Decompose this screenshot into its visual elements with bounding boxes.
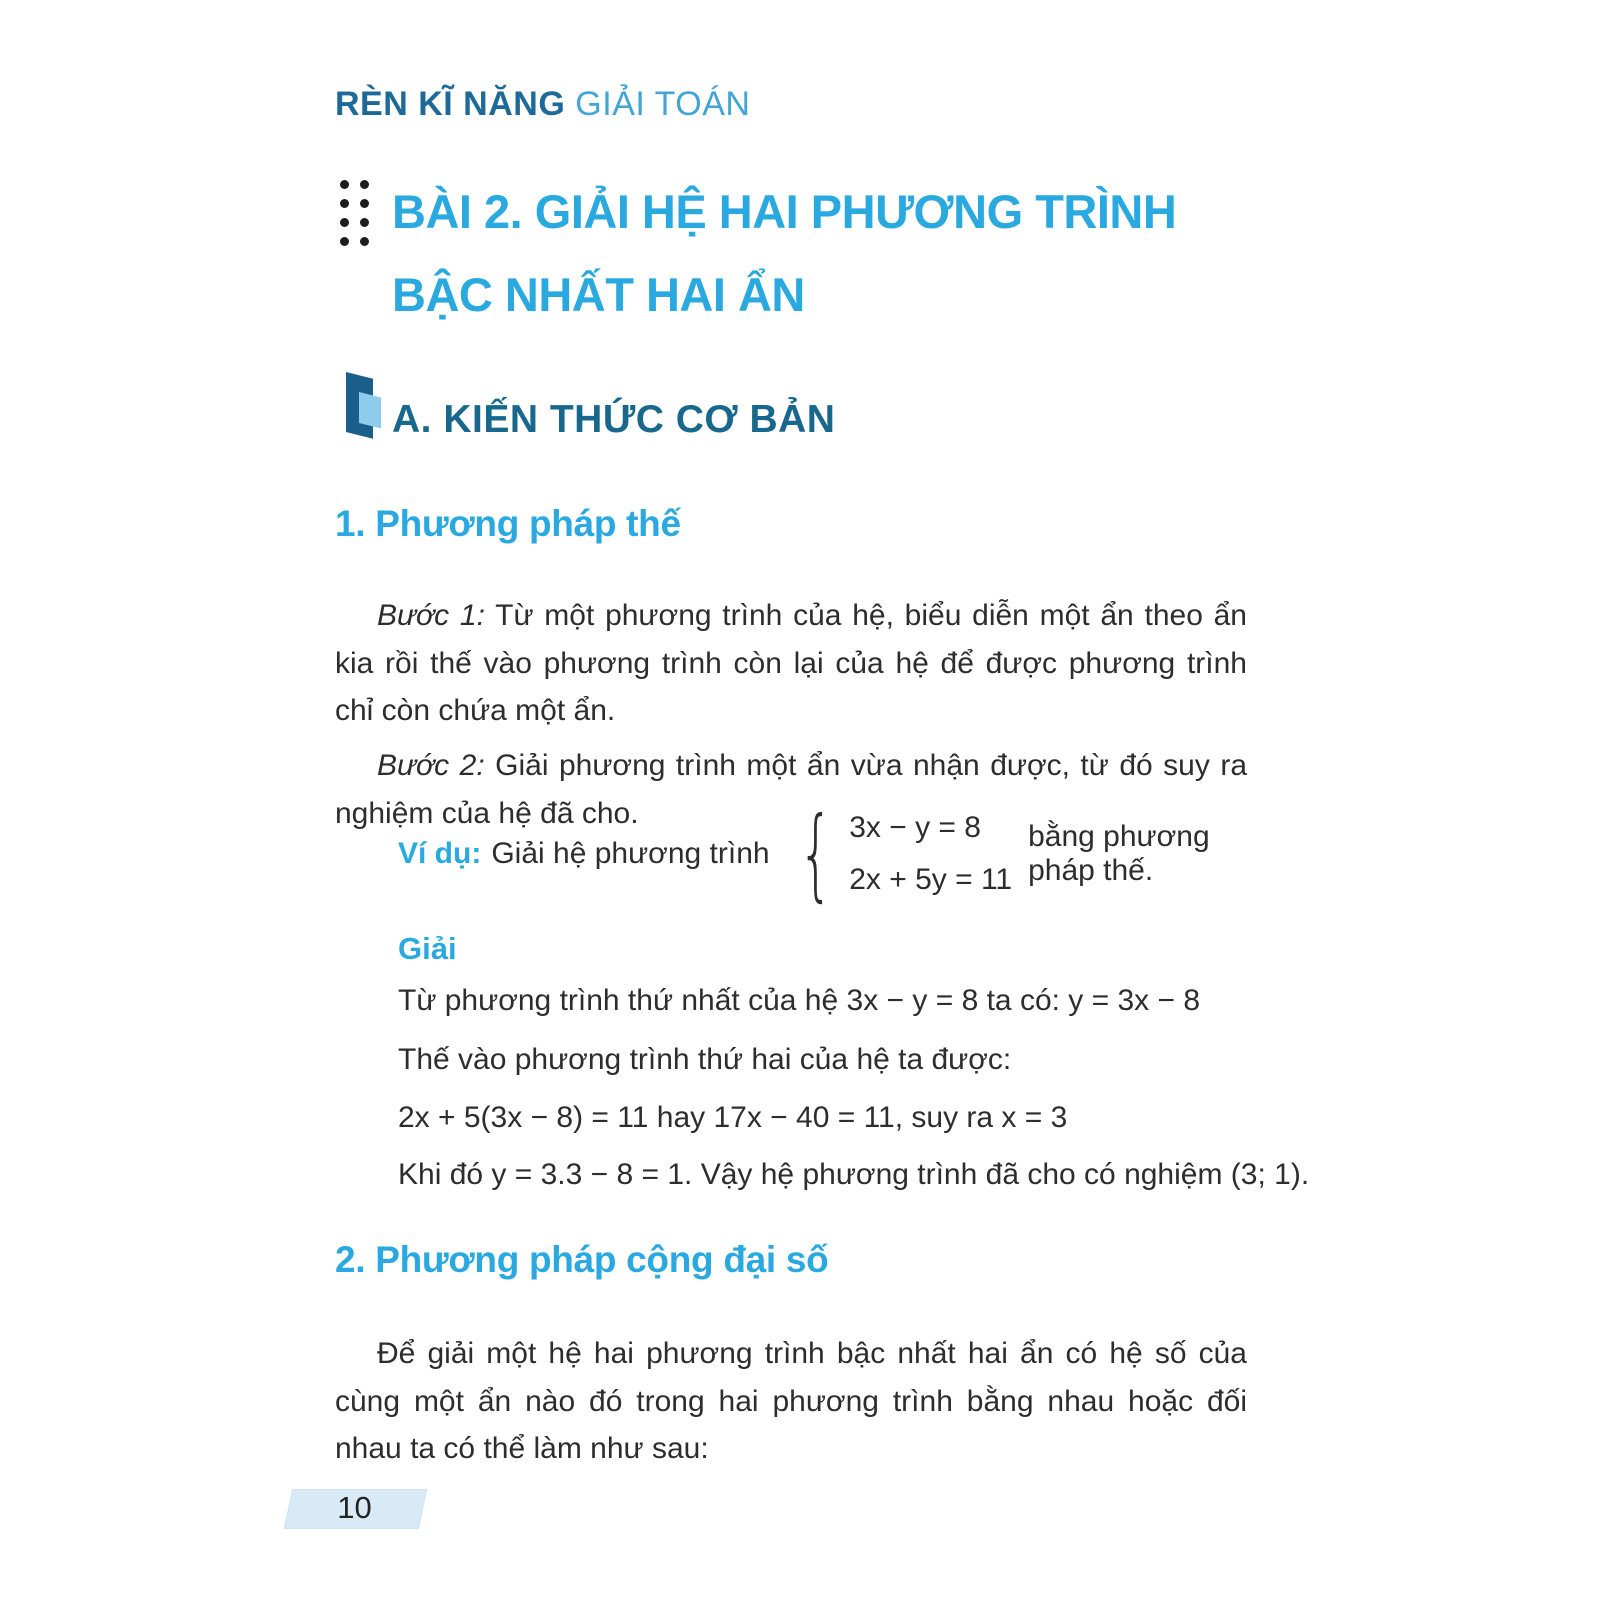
dot-icon: [340, 199, 349, 208]
section-a-heading: A. KIẾN THỨC CƠ BẢN: [392, 398, 836, 441]
lesson-title: [392, 170, 1212, 336]
lesson-title-line2: BẬC NHẤT HAI ẨN: [392, 268, 805, 321]
solution-line: 2x + 5(3x − 8) = 11 hay 17x − 40 = 11, suy ra x = 3: [398, 1101, 1068, 1134]
step-2-text: Giải phương trình một ẩn vừa nhận được, từ đó suy ra nghiệm của hệ đã cho.: [335, 749, 1247, 830]
solution-line: Thế vào phương trình thứ hai của hệ ta được:: [398, 1043, 1012, 1076]
method-2-intro-paragraph: [335, 1330, 1247, 1473]
example-label: Ví dụ:: [398, 837, 482, 870]
bookmark-page-icon: [359, 392, 381, 428]
running-header: [335, 85, 750, 124]
lesson-title-line1: BÀI 2. GIẢI HỆ HAI PHƯƠNG TRÌNH: [392, 185, 1177, 238]
method-2-intro-text: Để giải một hệ hai phương trình bậc nhất hai ẩn có hệ số của cùng một ẩn nào đó trong hai phương trình bằng nhau hoặc đối nhau ta có thể làm như sau:: [335, 1337, 1247, 1465]
solution-line: Từ phương trình thứ nhất của hệ 3x − y = 8 ta có: y = 3x − 8: [398, 984, 1201, 1017]
example-post-text: bằng phương pháp thế.: [1028, 820, 1210, 887]
dot-icon: [360, 237, 369, 246]
example-pre-text: Giải hệ phương trình: [491, 837, 770, 870]
step-1-text: Từ một phương trình của hệ, biểu diễn một ẩn theo ẩn kia rồi thế vào phương trình còn lại của hệ để được phương trình chỉ còn chứa một ẩn.: [335, 599, 1247, 727]
left-brace-icon: {: [797, 795, 833, 912]
equation-2: 2x + 5y = 11: [849, 863, 1013, 896]
dot-icon: [340, 218, 349, 227]
header-subject: GIẢI TOÁN: [575, 85, 751, 123]
page-number: 10: [337, 1490, 372, 1525]
method-1-heading: 1. Phương pháp thế: [335, 503, 681, 544]
dot-icon: [360, 218, 369, 227]
dot-icon: [360, 199, 369, 208]
equation-system: [849, 802, 1012, 906]
dot-icon: [360, 180, 369, 189]
dots-grid-icon: [340, 180, 369, 246]
dot-icon: [340, 180, 349, 189]
dot-icon: [340, 237, 349, 246]
step-2-label: Bước 2:: [377, 749, 485, 782]
method-2-heading: 2. Phương pháp cộng đại số: [335, 1239, 829, 1280]
solution-label: Giải: [398, 931, 457, 966]
step-1-paragraph: [335, 592, 1247, 735]
example-row: [398, 795, 1248, 912]
equation-1: 3x − y = 8: [849, 811, 981, 844]
header-series-title: RÈN KĨ NĂNG: [335, 85, 566, 123]
solution-line: Khi đó y = 3.3 − 8 = 1. Vậy hệ phương trình đã cho có nghiệm (3; 1).: [398, 1158, 1310, 1191]
step-1-label: Bước 1:: [377, 599, 485, 632]
